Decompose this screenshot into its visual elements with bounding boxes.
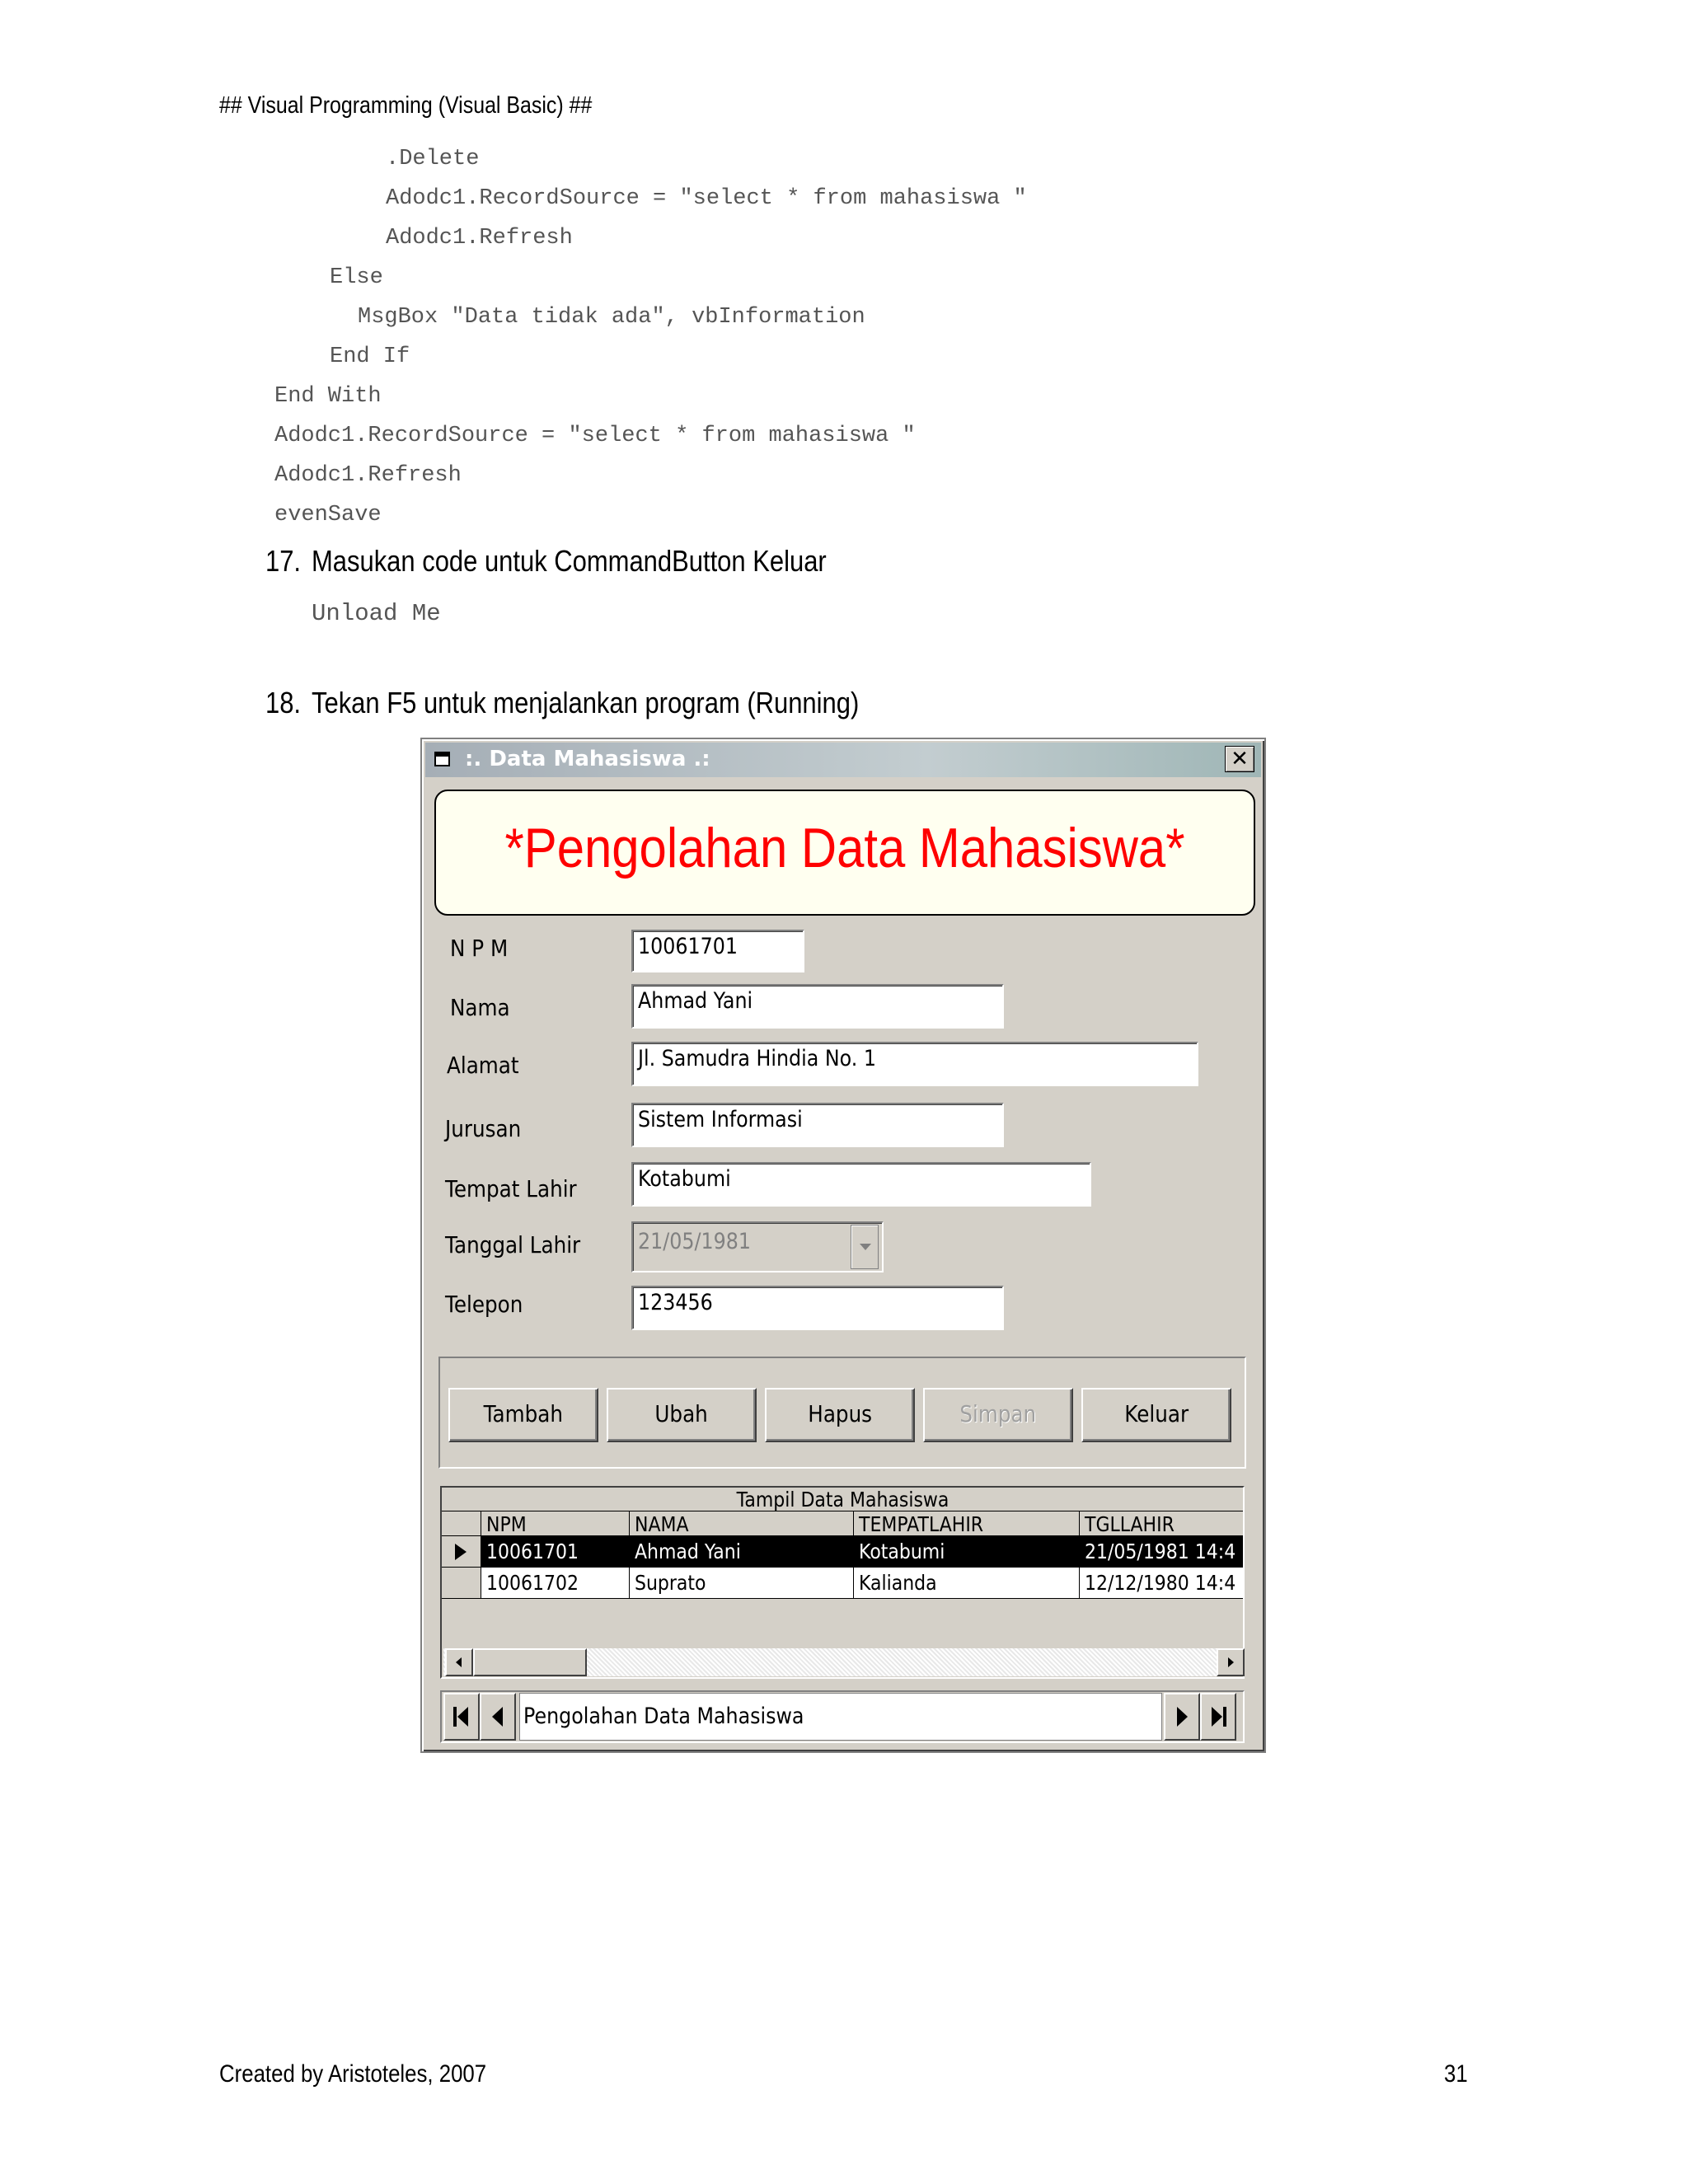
row-selector-current[interactable]: [442, 1536, 481, 1568]
hapus-button[interactable]: Hapus: [765, 1388, 915, 1442]
scroll-right-icon: [1218, 1650, 1243, 1675]
grid-header-npm[interactable]: NPM: [481, 1511, 630, 1536]
code-line: Adodc1.RecordSource = "select * from mahasiswa ": [274, 424, 916, 448]
grid-caption: Tampil Data Mahasiswa: [442, 1488, 1243, 1511]
scroll-left-button[interactable]: [445, 1648, 473, 1676]
step-17-text: Masukan code untuk CommandButton Keluar: [312, 544, 827, 578]
code-line: Adodc1.Refresh: [386, 226, 573, 251]
scroll-right-button[interactable]: [1217, 1648, 1245, 1676]
alamat-input[interactable]: Jl. Samudra Hindia No. 1: [631, 1042, 1198, 1086]
code-line: MsgBox "Data tidak ada", vbInformation: [358, 305, 865, 330]
code-line: End With: [274, 384, 382, 409]
step-18-number: 18.: [265, 686, 302, 719]
npm-input[interactable]: 10061701: [631, 930, 804, 972]
code-line: .Delete: [386, 147, 480, 171]
move-last-icon: [1202, 1694, 1235, 1739]
window-title: :. Data Mahasiswa .:: [465, 747, 710, 771]
tambah-button[interactable]: Tambah: [448, 1388, 598, 1442]
scroll-left-icon: [447, 1650, 471, 1675]
label-alamat: Alamat: [447, 1052, 519, 1079]
grid-cell[interactable]: 12/12/1980 14:4: [1080, 1568, 1243, 1599]
move-previous-icon: [481, 1694, 514, 1739]
page-header: ## Visual Programming (Visual Basic) ##: [219, 92, 593, 119]
page-number: 31: [1444, 2060, 1468, 2088]
form-icon: [434, 750, 452, 768]
grid-corner: [442, 1511, 481, 1536]
grid-cell[interactable]: Kotabumi: [854, 1536, 1080, 1568]
grid-header-nama[interactable]: NAMA: [630, 1511, 854, 1536]
scroll-thumb[interactable]: [473, 1648, 587, 1676]
move-first-button[interactable]: [443, 1693, 480, 1741]
move-previous-button[interactable]: [480, 1693, 516, 1741]
keluar-button[interactable]: Keluar: [1081, 1388, 1231, 1442]
banner-title: *Pengolahan Data Mahasiswa*: [504, 817, 1185, 879]
close-button[interactable]: ✕: [1225, 746, 1254, 772]
move-next-icon: [1165, 1694, 1198, 1739]
current-row-arrow-icon: [442, 1536, 481, 1568]
move-first-icon: [445, 1694, 478, 1739]
code-line: Else: [330, 265, 383, 290]
move-next-button[interactable]: [1164, 1693, 1200, 1741]
label-nama: Nama: [450, 994, 510, 1021]
tanggal-lahir-picker[interactable]: 21/05/1981: [631, 1221, 884, 1272]
row-selector[interactable]: [442, 1568, 481, 1599]
grid-cell[interactable]: 21/05/1981 14:4: [1080, 1536, 1243, 1568]
grid-cell[interactable]: 10061702: [481, 1568, 630, 1599]
footer-credit: Created by Aristoteles, 2007: [219, 2060, 487, 2088]
label-npm: N P M: [450, 935, 509, 962]
step-17-number: 17.: [265, 544, 302, 578]
nama-input[interactable]: Ahmad Yani: [631, 984, 1004, 1029]
tempat-lahir-input[interactable]: Kotabumi: [631, 1162, 1091, 1207]
move-last-button[interactable]: [1200, 1693, 1236, 1741]
tanggal-lahir-dropdown-button[interactable]: [851, 1225, 879, 1269]
grid-cell[interactable]: 10061701: [481, 1536, 630, 1568]
adodc-caption: Pengolahan Data Mahasiswa: [519, 1693, 1162, 1741]
jurusan-input[interactable]: Sistem Informasi: [631, 1103, 1004, 1147]
grid-header-tempatlahir[interactable]: TEMPATLAHIR: [854, 1511, 1080, 1536]
simpan-button[interactable]: Simpan: [923, 1388, 1073, 1442]
step-17-code: Unload Me: [312, 600, 441, 627]
label-jurusan: Jurusan: [445, 1115, 522, 1142]
code-line: End If: [330, 344, 410, 369]
ubah-button[interactable]: Ubah: [607, 1388, 757, 1442]
code-line: Adodc1.Refresh: [274, 463, 462, 488]
grid-header-tgllahir[interactable]: TGLLAHIR: [1080, 1511, 1243, 1536]
code-line: evenSave: [274, 503, 382, 527]
step-18-text: Tekan F5 untuk menjalankan program (Running): [312, 686, 860, 719]
label-tempat-lahir: Tempat Lahir: [445, 1175, 577, 1202]
code-line: Adodc1.RecordSource = "select * from mahasiswa ": [386, 186, 1027, 211]
grid-cell[interactable]: Suprato: [630, 1568, 854, 1599]
grid-cell[interactable]: Ahmad Yani: [630, 1536, 854, 1568]
grid-cell[interactable]: Kalianda: [854, 1568, 1080, 1599]
label-telepon: Telepon: [445, 1291, 523, 1318]
telepon-input[interactable]: 123456: [631, 1286, 1004, 1330]
label-tanggal-lahir: Tanggal Lahir: [445, 1231, 581, 1258]
